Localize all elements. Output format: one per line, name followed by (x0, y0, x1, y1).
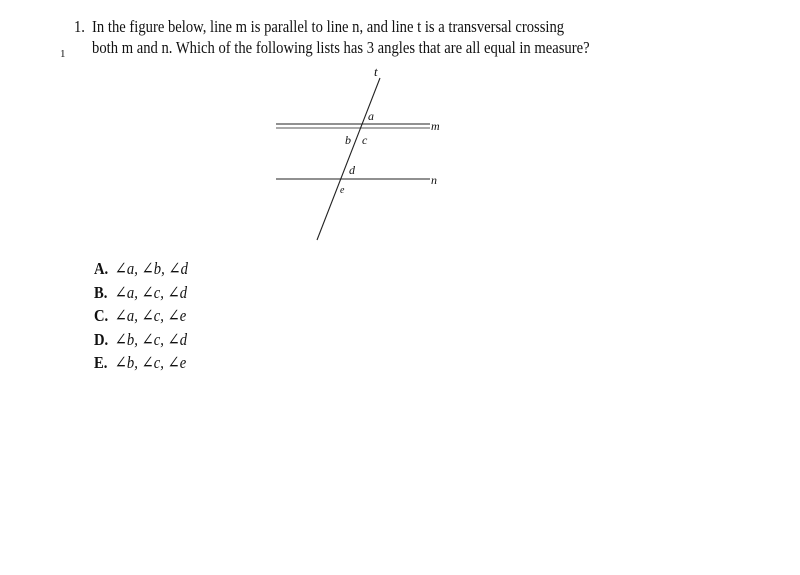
choice-b-text: ∠a, ∠c, ∠d (114, 282, 188, 302)
choice-b-letter: B. (94, 282, 108, 302)
choice-d[interactable] (94, 328, 188, 352)
label-e: e (340, 185, 345, 196)
question-stem (74, 16, 590, 58)
label-c: c (362, 133, 368, 147)
choice-a-text: ∠a, ∠b, ∠d (114, 259, 188, 278)
transversal-figure (270, 62, 450, 244)
choice-b[interactable] (94, 281, 188, 305)
answer-choices (94, 257, 188, 375)
label-d: d (349, 163, 355, 177)
choice-e-letter: E. (94, 353, 108, 372)
choice-a[interactable] (94, 257, 188, 281)
question-text-line-2: both m and n. Which of the following lists has 3 angles that are all equal in measure? (92, 38, 590, 57)
choice-d-text: ∠b, ∠c, ∠d (114, 329, 188, 349)
choice-c-letter: C. (94, 306, 109, 325)
label-n: n (431, 173, 437, 187)
question-line-1 (74, 16, 590, 37)
choice-a-letter: A. (94, 259, 109, 278)
choice-e[interactable] (94, 351, 188, 375)
label-a: a (368, 109, 374, 123)
question-number: 1. (74, 17, 85, 36)
label-m: m (431, 119, 440, 133)
line-t (317, 78, 380, 240)
choice-c-text: ∠a, ∠c, ∠e (114, 306, 187, 325)
choice-c[interactable] (94, 304, 188, 328)
side-mark: 1 (60, 48, 66, 60)
label-t: t (374, 64, 378, 79)
choice-d-letter: D. (94, 329, 109, 349)
label-b: b (345, 133, 351, 147)
choice-e-text: ∠b, ∠c, ∠e (114, 353, 187, 372)
question-text-line-1: In the figure below, line m is parallel to line n, and line t is a transversal crossing (92, 17, 565, 36)
